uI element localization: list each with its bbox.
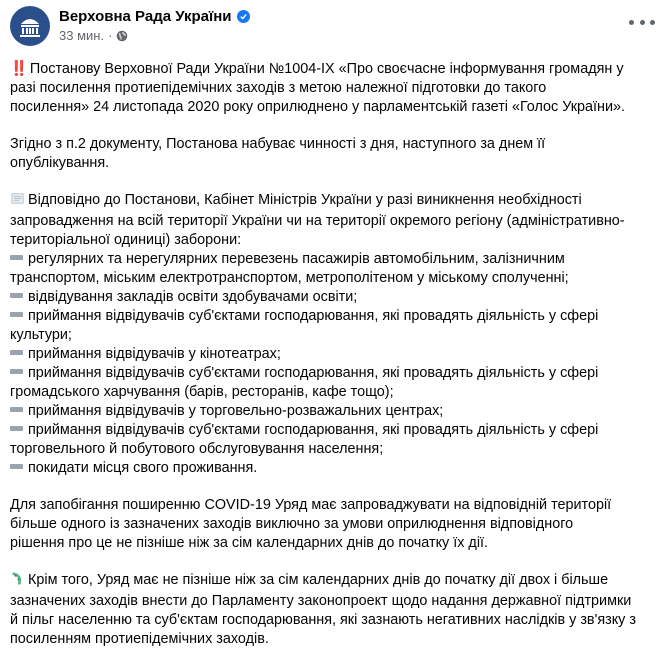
list-item-line xyxy=(10,288,657,307)
text-content: посилення» 24 листопада 2020 року оприлюднено у парламентській газеті «Голос України». xyxy=(10,99,626,115)
post-text-line xyxy=(10,611,657,630)
list-item-line xyxy=(10,345,657,364)
list-item-line xyxy=(10,402,657,421)
verified-badge-icon xyxy=(237,10,250,23)
text-content: приймання відвідувачів у торговельно-розважальних центрах; xyxy=(28,403,444,419)
text-content: зазначених заходів внести до Парламенту законопроект щодо надання державної підтримки xyxy=(10,593,632,609)
list-item-line xyxy=(10,269,657,288)
heavy-minus-icon xyxy=(10,464,23,469)
post-paragraph xyxy=(10,571,657,649)
separator-dot: · xyxy=(108,28,113,43)
double-exclamation-icon: ‼️ xyxy=(10,61,27,77)
page-name-link[interactable]: Верховна Рада України xyxy=(59,8,232,25)
post-text-line xyxy=(10,496,657,515)
text-content: культури; xyxy=(10,327,72,343)
post-text-line xyxy=(10,231,657,250)
post-body xyxy=(10,60,657,649)
text-content: транспортом, міським електротранспортом, метрополітеном у міському сполученні; xyxy=(10,270,569,286)
list-item-line xyxy=(10,459,657,478)
post-text-line xyxy=(10,79,657,98)
text-content: запровадження на всій території України чи на території окремого регіону (адміністративно- xyxy=(10,213,625,229)
text-content: рішення про це не пізніше ніж за сім календарних днів до початку їх дії. xyxy=(10,535,489,551)
text-content: Для запобігання поширенню COVID-19 Уряд має запроваджувати на відповідній території xyxy=(10,497,612,513)
list-item-line xyxy=(10,421,657,440)
text-content: приймання відвідувачів у кінотеатрах; xyxy=(28,346,281,362)
text-content: приймання відвідувачів суб'єктами господарювання, які провадять діяльність у сфері xyxy=(28,365,599,381)
page-avatar[interactable] xyxy=(10,6,50,46)
text-content: разі посилення протиепідемічних заходів з метою належної підготовки до такого xyxy=(10,80,547,96)
list-item-line xyxy=(10,383,657,402)
text-content: територіальної одиниці) заборони: xyxy=(10,232,242,248)
post-text-line xyxy=(10,135,657,154)
text-content: Постанову Верховної Ради України №1004-IX «Про своєчасне інформування громадян у xyxy=(29,61,624,77)
text-content: регулярних та нерегулярних перевезень пасажирів автомобільним, залізничним xyxy=(28,251,565,267)
post-text-line xyxy=(10,60,657,79)
post-paragraph xyxy=(10,191,657,478)
page-facing-up-icon xyxy=(10,191,25,212)
heavy-minus-icon xyxy=(10,369,23,374)
heavy-minus-icon xyxy=(10,426,23,431)
more-options-button[interactable] xyxy=(629,14,655,30)
post-timestamp[interactable]: 33 мин. xyxy=(59,28,105,43)
text-content: приймання відвідувачів суб'єктами господарювання, які провадять діяльність у сфері xyxy=(28,422,599,438)
text-content: Згідно з п.2 документу, Постанова набуває чинності з дня, наступного за днем її xyxy=(10,136,546,152)
post-header xyxy=(10,6,657,52)
post-text-line xyxy=(10,515,657,534)
heavy-minus-icon xyxy=(10,293,23,298)
list-item-line xyxy=(10,250,657,269)
text-content: Крім того, Уряд має не пізніше ніж за сім календарних днів до початку дії двох і більше xyxy=(28,572,609,588)
text-content: громадського харчування (барів, ресторанів, кафе тощо); xyxy=(10,384,394,400)
post-paragraph xyxy=(10,60,657,117)
post-text-line xyxy=(10,592,657,611)
heavy-minus-icon xyxy=(10,350,23,355)
heavy-minus-icon xyxy=(10,312,23,317)
post-text-line xyxy=(10,191,657,212)
parliament-logo-icon xyxy=(15,11,45,41)
post-paragraph xyxy=(10,496,657,553)
text-content: торговельного й побутового обслуговування населення; xyxy=(10,441,384,457)
text-content: приймання відвідувачів суб'єктами господарювання, які провадять діяльність у сфері xyxy=(28,308,599,324)
text-content: відвідування закладів освіти здобувачами освіти; xyxy=(28,289,358,305)
post-text-line xyxy=(10,630,657,649)
heavy-minus-icon xyxy=(10,407,23,412)
post-text-line xyxy=(10,212,657,231)
list-item-line xyxy=(10,440,657,459)
post-text-line xyxy=(10,571,657,592)
post-text-line xyxy=(10,154,657,173)
post-text-line xyxy=(10,534,657,553)
heavy-minus-icon xyxy=(10,255,23,260)
text-content: й пільг населенню та суб'єктам господарювання, які зазнають негативних наслідків у зв'язку з xyxy=(10,612,636,628)
list-item-line xyxy=(10,326,657,345)
list-item-line xyxy=(10,307,657,326)
text-content: посиленням протиепідемічних заходів. xyxy=(10,631,269,647)
globe-icon[interactable] xyxy=(116,30,128,42)
list-item-line xyxy=(10,364,657,383)
text-content: опублікування. xyxy=(10,155,110,171)
microbe-icon xyxy=(10,571,25,592)
post-paragraph xyxy=(10,135,657,173)
text-content: більше одного із зазначених заходів виключно за умови оприлюднення відповідного xyxy=(10,516,574,532)
text-content: покидати місця свого проживання. xyxy=(28,460,258,476)
post-text-line xyxy=(10,98,657,117)
more-options-icon xyxy=(629,20,634,25)
text-content: Відповідно до Постанови, Кабінет Міністрів України у разі виникнення необхідності xyxy=(28,192,582,208)
